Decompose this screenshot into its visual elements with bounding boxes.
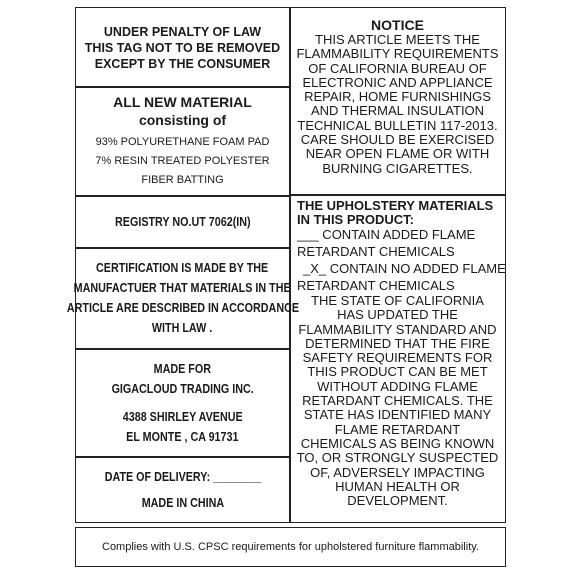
state-line: THE STATE OF CALIFORNIA xyxy=(311,293,484,308)
penalty-line: EXCEPT BY THE CONSUMER xyxy=(94,57,271,71)
notice-section xyxy=(291,18,504,176)
divider xyxy=(75,247,290,249)
registry-section xyxy=(76,198,289,246)
state-line: HAS UPDATED THE xyxy=(337,307,458,323)
state-line: OF, ADVERSELY IMPACTING xyxy=(310,464,485,480)
notice-line: TECHNICAL BULLETIN 117-2013. xyxy=(297,117,498,133)
notice-line: THIS ARTICLE MEETS THE xyxy=(315,32,480,47)
certification-line: WITH LAW . xyxy=(152,321,213,335)
penalty-line: UNDER PENALTY OF LAW xyxy=(103,25,262,39)
certification-line: ARTICLE ARE DESCRIBED IN ACCORDANCE xyxy=(66,301,299,315)
notice-line: NEAR OPEN FLAME OR WITH xyxy=(305,146,490,162)
delivery-date-label: DATE OF DELIVERY: ________ xyxy=(104,470,261,484)
option-contain-added: ___ CONTAIN ADDED FLAME xyxy=(297,226,476,242)
option-contain-no-added: RETARDANT CHEMICALS xyxy=(297,278,455,294)
state-line: DETERMINED THAT THE FIRE xyxy=(305,335,490,351)
certification-line: CERTIFICATION IS MADE BY THE xyxy=(96,261,269,275)
divider xyxy=(75,195,290,197)
material-title: ALL NEW MATERIAL xyxy=(113,93,252,110)
company-name: GIGACLOUD TRADING INC. xyxy=(111,382,254,396)
certification-line: MANUFACTUER THAT MATERIALS IN THE xyxy=(74,281,291,295)
divider xyxy=(75,456,290,458)
notice-line: ELECTRONIC AND APPLIANCE xyxy=(302,74,493,90)
content-line: FIBER BATTING xyxy=(141,173,224,186)
registry-number: REGISTRY NO.UT 7062(IN) xyxy=(114,215,251,229)
notice-line: REPAIR, HOME FURNISHINGS xyxy=(304,89,491,105)
material-section xyxy=(76,91,289,191)
notice-title: NOTICE xyxy=(371,17,424,33)
made-in-label: MADE IN CHINA xyxy=(141,496,224,510)
address-line-1: 4388 SHIRLEY AVENUE xyxy=(122,410,243,424)
divider xyxy=(289,194,506,196)
compliance-footer xyxy=(75,527,506,567)
state-line: DEVELOPMENT. xyxy=(347,493,448,509)
certification-section xyxy=(66,250,299,346)
upholstery-section xyxy=(291,199,504,294)
penalty-section xyxy=(76,16,289,80)
divider xyxy=(75,348,290,350)
state-line: SAFETY REQUIREMENTS FOR xyxy=(302,350,493,366)
state-line: THIS PRODUCT CAN BE MET xyxy=(307,364,488,380)
state-line: TO, OR STRONGLY SUSPECTED xyxy=(296,450,499,466)
content-line: 7% RESIN TREATED POLYESTER xyxy=(95,154,270,167)
made-for-section xyxy=(76,351,289,455)
state-section xyxy=(291,294,504,508)
delivery-section xyxy=(76,459,289,521)
state-line: STATE HAS IDENTIFIED MANY xyxy=(303,407,492,423)
made-for-label: MADE FOR xyxy=(153,362,212,376)
divider xyxy=(75,86,290,88)
state-line: WITHOUT ADDING FLAME xyxy=(317,378,478,394)
state-line: HUMAN HEALTH OR xyxy=(335,478,460,494)
state-line: RETARDANT CHEMICALS. THE xyxy=(302,393,493,409)
address-line-2: EL MONTE , CA 91731 xyxy=(126,430,239,444)
notice-line: AND THERMAL INSULATION xyxy=(310,103,485,119)
penalty-line: THIS TAG NOT TO BE REMOVED xyxy=(84,41,281,55)
compliance-text: Complies with U.S. CPSC requirements for upholstered furniture flammability. xyxy=(102,541,479,553)
notice-line: BURNING CIGARETTES. xyxy=(322,160,473,176)
notice-line: OF CALIFORNIA BUREAU OF xyxy=(308,60,487,76)
state-line: FLAME RETARDANT xyxy=(334,421,461,437)
upholstery-title: THE UPHOLSTERY MATERIALS xyxy=(297,198,494,213)
notice-line: CARE SHOULD BE EXERCISED xyxy=(300,132,495,148)
consisting-label: consisting of xyxy=(138,111,227,128)
option-contain-added: RETARDANT CHEMICALS xyxy=(297,243,455,259)
state-line: CHEMICALS AS BEING KNOWN xyxy=(300,435,495,451)
option-contain-no-added: _X_ CONTAIN NO ADDED FLAME xyxy=(303,261,506,277)
notice-line: FLAMMABILITY REQUIREMENTS xyxy=(296,46,499,62)
content-line: 93% POLYURETHANE FOAM PAD xyxy=(95,135,270,148)
state-line: FLAMMABILITY STANDARD AND xyxy=(298,321,497,337)
upholstery-title: IN THIS PRODUCT: xyxy=(297,212,414,228)
